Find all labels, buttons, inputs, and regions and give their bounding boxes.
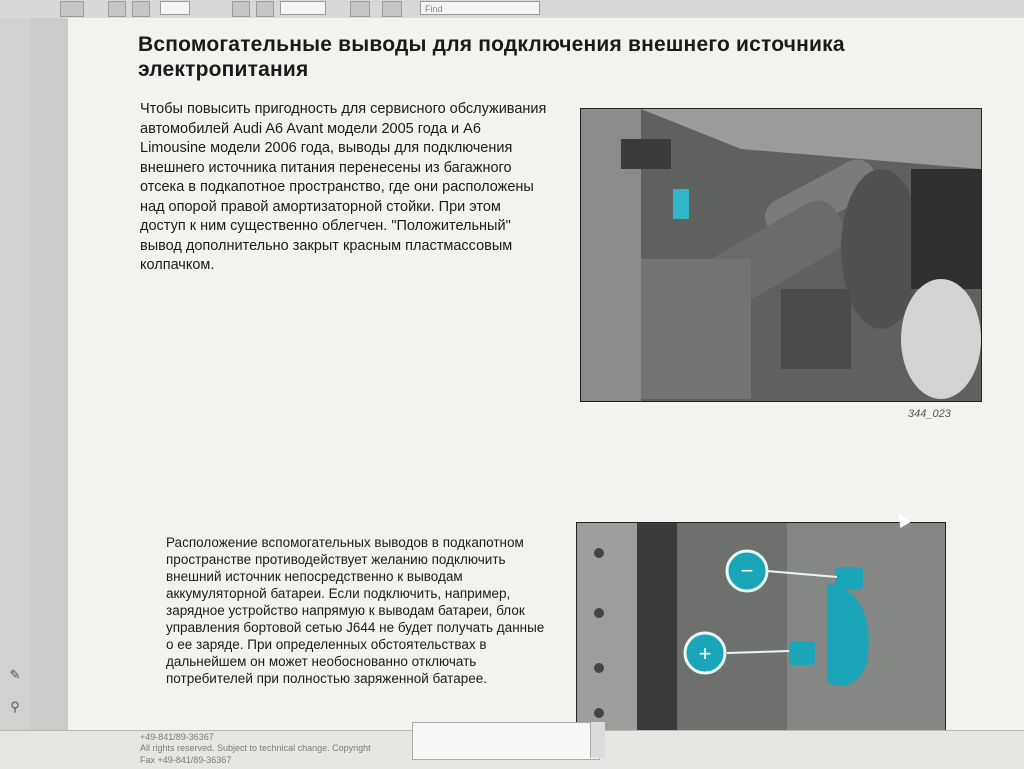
popup-scrollbar[interactable] — [590, 722, 605, 758]
plus-terminal-label: + — [698, 641, 712, 666]
attachment-icon[interactable]: ⚲ — [10, 699, 20, 714]
location-paragraph: Расположение вспомогательных выводов в подкапотном пространстве противодействует желанию подключить внешний источник непосредственно к выводам аккумуляторной батареи. Если подключить, например, зарядное устройство напрямую к выводам батареи, блок управления бортовой сетью J644 не будет получать данные о ее заряде. При определенных обстоятельствах в дальнейшем он может необоснованно отключать потребителей при полностью заряженной батарее. — [166, 535, 545, 686]
terminals-figure — [576, 522, 946, 734]
toolbar — [0, 0, 1024, 19]
zoom-input[interactable] — [280, 1, 326, 15]
footer-phone: +49-841/89-36367 — [140, 732, 214, 742]
navigation-panel — [0, 18, 31, 730]
minus-terminal-label: − — [740, 558, 754, 583]
nav-left-button[interactable] — [60, 1, 84, 17]
footer-fax: Fax +49-841/89-36367 — [140, 755, 232, 765]
intro-paragraph: Чтобы повысить пригодность для сервисного обслуживания автомобилей Audi A6 Avant модели 2005 года и A6 Limousine модели 2006 года, выводы для подключения внешнего источника питания перенесены из багажного отсека в подкапотное пространство, где они расположены над опорой правой амортизаторной стойки. При этом доступ к ним существенно облегчен. "Положительный" вывод дополнительно закрыт красным пластмассовым колпачком. — [140, 101, 547, 273]
fit-width-button[interactable] — [382, 1, 402, 17]
footer-rights: All rights reserved. Subject to technical change. Copyright — [140, 743, 371, 753]
popup-panel[interactable] — [412, 722, 600, 760]
find-input[interactable]: Find — [420, 1, 540, 15]
page-number-input[interactable] — [160, 1, 190, 15]
section-heading: Вспомогательные выводы для подключения внешнего источника электропитания — [138, 33, 845, 81]
zoom-in-button[interactable] — [256, 1, 274, 17]
page-margin — [30, 18, 68, 730]
comment-icon[interactable]: ✎ — [9, 667, 21, 682]
nav-up-button[interactable] — [132, 1, 150, 17]
nav-down-button[interactable] — [108, 1, 126, 17]
document-page — [68, 18, 1024, 730]
zoom-out-button[interactable] — [232, 1, 250, 17]
fit-page-button[interactable] — [350, 1, 370, 17]
figure-caption: 344_023 — [908, 408, 951, 420]
engine-bay-figure — [580, 108, 982, 402]
